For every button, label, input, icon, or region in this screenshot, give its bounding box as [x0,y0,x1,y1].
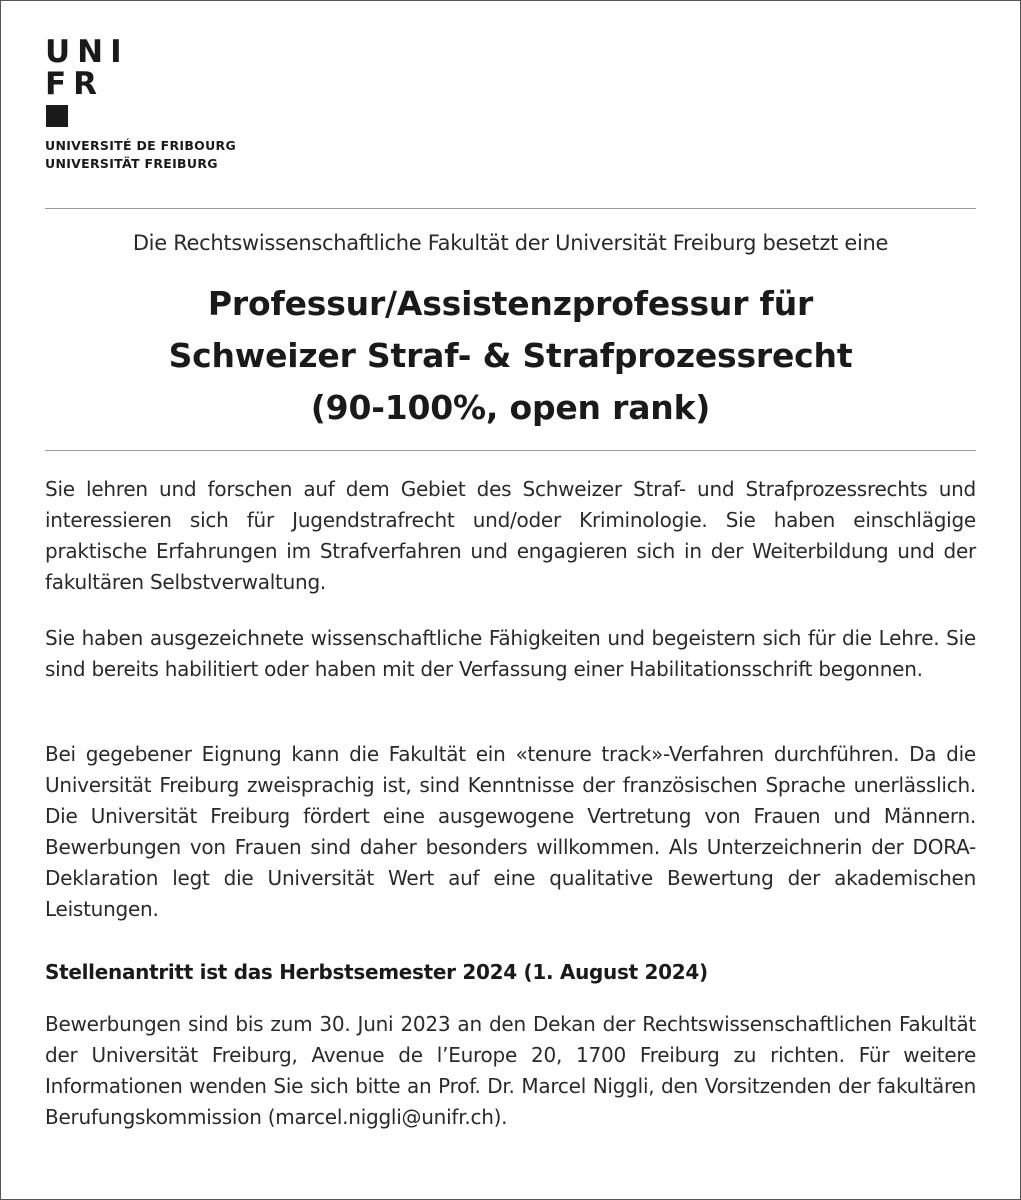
university-name-de: UNIVERSITÄT FREIBURG [45,156,218,171]
paragraph-profile [45,474,976,598]
divider-bottom [45,450,976,451]
start-date-heading: Stellenantritt ist das Herbstsemester 2024 (1. August 2024) [45,960,708,984]
paragraph-application [45,1009,976,1133]
university-name-fr: UNIVERSITÉ DE FRIBOURG [45,138,237,153]
paragraph-text: Bewerbungen sind bis zum 30. Juni 2023 an den Dekan der Rechtswissenschaftlichen Fakultät der Universität Freiburg, Avenue de l’Europe 20, 1700 Freiburg zu richten. Für weitere Informationen wenden Sie sich bitte an Prof. Dr. Marcel Niggli, den Vorsitzenden der fakultären Berufungskommission (marcel.niggli@unifr.ch). [45,1012,976,1129]
intro-text: Die Rechtswissenschaftliche Fakultät der Universität Freiburg besetzt eine [132,231,889,255]
position-title [45,278,976,434]
paragraph-qualifications [45,623,976,685]
paragraph-text: Bei gegebener Eignung kann die Fakultät ein «tenure track»-Verfahren durchführen. Da die Universität Freiburg zweisprachig ist, sind Kenntnisse der französischen Sprache unerlässlich. Die Universität Freiburg fördert eine ausgewogene Vertretung von Frauen und Männern. Bewerbungen von Frauen sind daher besonders willkommen. Als Unterzeichnerin der DORA-Deklaration legt die Universität Wert auf eine qualitative Bewertung der akademischen Leistungen. [45,742,976,921]
university-name [45,137,236,173]
paragraph-text: Sie haben ausgezeichnete wissenschaftliche Fähigkeiten und begeistern sich für die Lehre. Sie sind bereits habilitiert oder haben mit der Verfassung einer Habilitationsschrift begonnen. [45,626,976,681]
title-line-1: Professur/Assistenzprofessur für [207,284,814,323]
paragraph-conditions [45,739,976,925]
logo-square-icon [46,105,68,127]
unifr-logo [45,34,129,127]
title-line-2: Schweizer Straf- & Strafprozessrecht [168,336,853,375]
paragraph-text: Sie lehren und forschen auf dem Gebiet des Schweizer Straf- und Strafprozessrechts und interessieren sich für Jugendstrafrecht und/oder Kriminologie. Sie haben einschlägige praktische Erfahrungen im Strafverfahren und engagieren sich in der Weiterbildung und der fakultären Selbstverwaltung. [45,477,976,594]
title-line-3: (90-100%, open rank) [310,388,711,427]
divider-top [45,208,976,209]
logo-text-fr: FR [45,66,105,102]
logo-text-uni: UNI [45,34,129,70]
